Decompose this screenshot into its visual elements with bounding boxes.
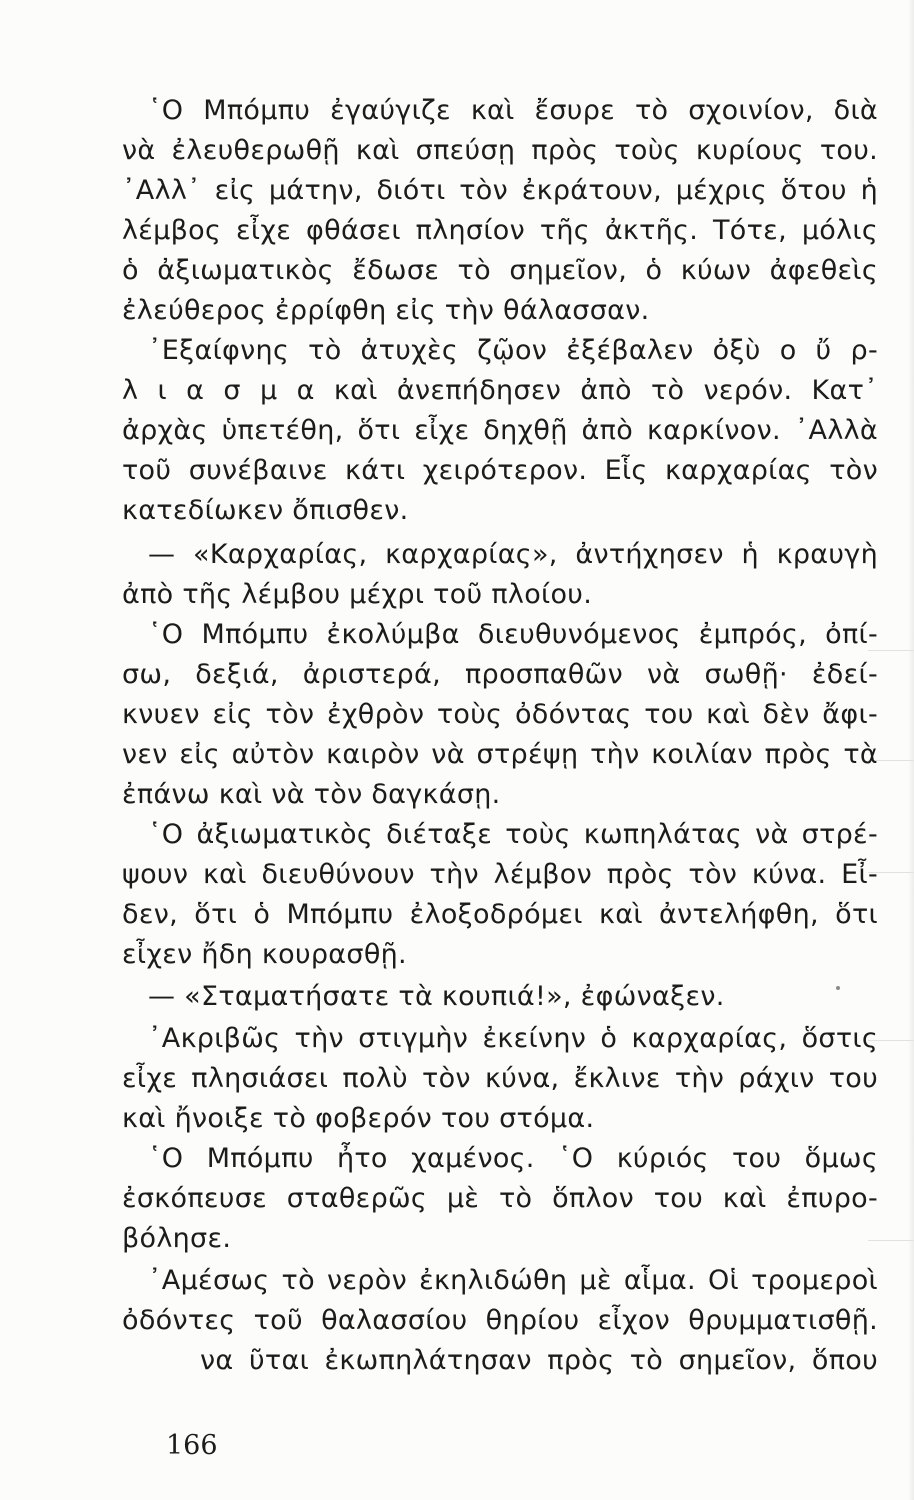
- text-line: λέμβος εἶχε φθάσει πλησίον τῆς ἀκτῆς. Τότε, μόλις: [122, 215, 878, 246]
- text-line: ψουν καὶ διευθύνουν τὴν λέμβον πρὸς τὸν κύνα. Εἶ-: [122, 859, 878, 890]
- text-line: βόλησε.: [122, 1223, 232, 1254]
- text-line: λ ι α σ μ α καὶ ἀνεπήδησεν ἀπὸ τὸ νερόν. Κατ᾿: [122, 375, 878, 406]
- text-line: τοῦ συνέβαινε κάτι χειρότερον. Εἷς καρχαρίας τὸν: [122, 455, 878, 486]
- page-number: 166: [166, 1430, 218, 1461]
- text-line: ῾Ο ἀξιωματικὸς διέταξε τοὺς κωπηλάτας νὰ στρέ-: [148, 819, 878, 850]
- text-line: ῾Ο Μπόμπυ ἐγαύγιζε καὶ ἔσυρε τὸ σχοινίον, διὰ: [148, 95, 878, 126]
- text-line: εἶχε πλησιάσει πολὺ τὸν κύνα, ἔκλινε τὴν ράχιν του: [122, 1063, 878, 1094]
- text-line: ὀδόντες τοῦ θαλασσίου θηρίου εἶχον θρυμματισθῇ.: [122, 1305, 878, 1336]
- text-line: ᾿Αλλ᾿ εἰς μάτην, διότι τὸν ἐκράτουν, μέχρις ὅτου ἡ: [122, 175, 878, 206]
- text-line: — «Σταματήσατε τὰ κουπιά!», ἐφώναξεν.: [148, 981, 725, 1012]
- text-line: ῾Ο Μπόμπυ ἐκολύμβα διευθυνόμενος ἐμπρός, ὀπί-: [148, 619, 878, 650]
- text-line: νὰ ἐλευθερωθῇ καὶ σπεύσῃ πρὸς τοὺς κυρίους του.: [122, 135, 878, 166]
- text-line: ἐπάνω καὶ νὰ τὸν δαγκάσῃ.: [122, 779, 501, 810]
- text-line: — «Καρχαρίας, καρχαρίας», ἀντήχησεν ἡ κραυγὴ: [148, 539, 878, 570]
- text-line: ἀρχὰς ὑπετέθη, ὅτι εἶχε δηχθῇ ἀπὸ καρκίνον. ᾿Αλλὰ: [122, 415, 878, 446]
- text-line: κνυεν εἰς τὸν ἐχθρὸν τοὺς ὀδόντας του καὶ δὲν ἄφι-: [122, 699, 878, 730]
- text-line: καὶ ἤνοιξε τὸ φοβερόν του στόμα.: [122, 1103, 595, 1134]
- text-line: ᾿Εξαίφνης τὸ ἀτυχὲς ζῷον ἐξέβαλεν ὀξὺ ο ὔ ρ-: [148, 335, 878, 366]
- text-line: δεν, ὅτι ὁ Μπόμπυ ἐλοξοδρόμει καὶ ἀντελήφθη, ὅτι: [122, 899, 878, 930]
- text-line: ἀπὸ τῆς λέμβου μέχρι τοῦ πλοίου.: [122, 579, 593, 610]
- text-line: εἶχεν ἤδη κουρασθῇ.: [122, 939, 407, 970]
- text-line: ὁ ἀξιωματικὸς ἔδωσε τὸ σημεῖον, ὁ κύων ἀφεθεὶς: [122, 255, 878, 286]
- text-line: ᾿Αμέσως τὸ νερὸν ἐκηλιδώθη μὲ αἷμα. Οἱ τρομεροὶ: [148, 1265, 878, 1296]
- text-line: κατεδίωκεν ὄπισθεν.: [122, 495, 409, 526]
- text-line: ἐλεύθερος ἐρρίφθη εἰς τὴν θάλασσαν.: [122, 295, 650, 326]
- text-line: νεν εἰς αὐτὸν καιρὸν νὰ στρέψῃ τὴν κοιλίαν πρὸς τὰ: [122, 739, 878, 770]
- text-line: ῾Ο Μπόμπυ ἦτο χαμένος. ῾Ο κύριός του ὅμως: [148, 1143, 878, 1174]
- text-line: σω, δεξιά, ἀριστερά, προσπαθῶν νὰ σωθῇ· ἐδεί-: [122, 659, 878, 690]
- text-line: ᾿Ακριβῶς τὴν στιγμὴν ἐκείνην ὁ καρχαρίας, ὅστις: [148, 1023, 878, 1054]
- text-line: ἐσκόπευσε σταθερῶς μὲ τὸ ὅπλον του καὶ ἐπυρο-: [122, 1183, 878, 1214]
- text-line: να ῦται ἐκωπηλάτησαν πρὸς τὸ σημεῖον, ὅπου: [200, 1345, 878, 1376]
